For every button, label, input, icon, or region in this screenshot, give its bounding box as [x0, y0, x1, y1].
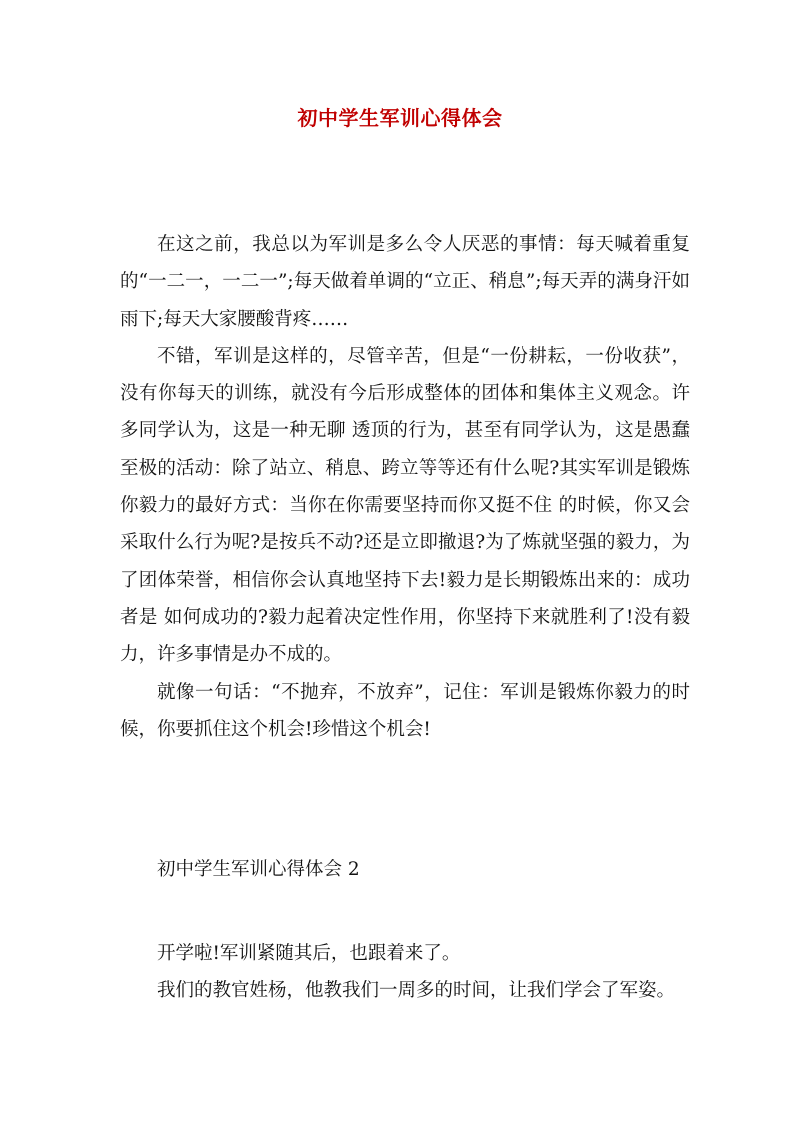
paragraph: 在这之前，我总以为军训是多么令人厌恶的事情：每天喊着重复的“一二一，一二一”;每天做着单调的“立正、稍息”;每天弄的满身汗如雨下;每天大家腰酸背疼…… [120, 234, 690, 330]
section-2-heading: 初中学生军训心得体会 2 [157, 859, 360, 880]
paragraph: 就像一句话：“不抛弃，不放弃”，记住：军训是锻炼你毅力的时候，你要抓住这个机会!珍惜这个机会! [120, 681, 690, 740]
section-1-body [120, 226, 690, 748]
section-2-body [157, 935, 707, 1010]
paragraph: 开学啦!军训紧随其后，也跟着来了。 [157, 943, 461, 964]
document-title: 初中学生军训心得体会 [297, 106, 503, 130]
paragraph: 我们的教官姓杨，他教我们一周多的时间，让我们学会了军姿。 [157, 980, 676, 1002]
paragraph: 不错，军训是这样的，尽管辛苦，但是“一份耕耘，一份收获”，没有你每天的训练，就没有今后形成整体的团体和集体主义观念。许多同学认为，这是一种无聊 透顶的行为，甚至有同学认为，这是愚蠢至极的活动：除了站立、稍息、跨立等等还有什么呢?其实军训是锻炼你毅力的最好方式：当你在你需要坚持而你又挺不住 的时候，你又会采取什么行为呢?是按兵不动?还是立即撤退?为了炼就坚强的毅力，为了团体荣誉，相信你会认真地坚持下去!毅力是长期锻炼出来的：成功者是 如何成功的?毅力起着决定性作用，你坚持下来就胜利了!没有毅力，许多事情是办不成的。 [120, 345, 690, 666]
